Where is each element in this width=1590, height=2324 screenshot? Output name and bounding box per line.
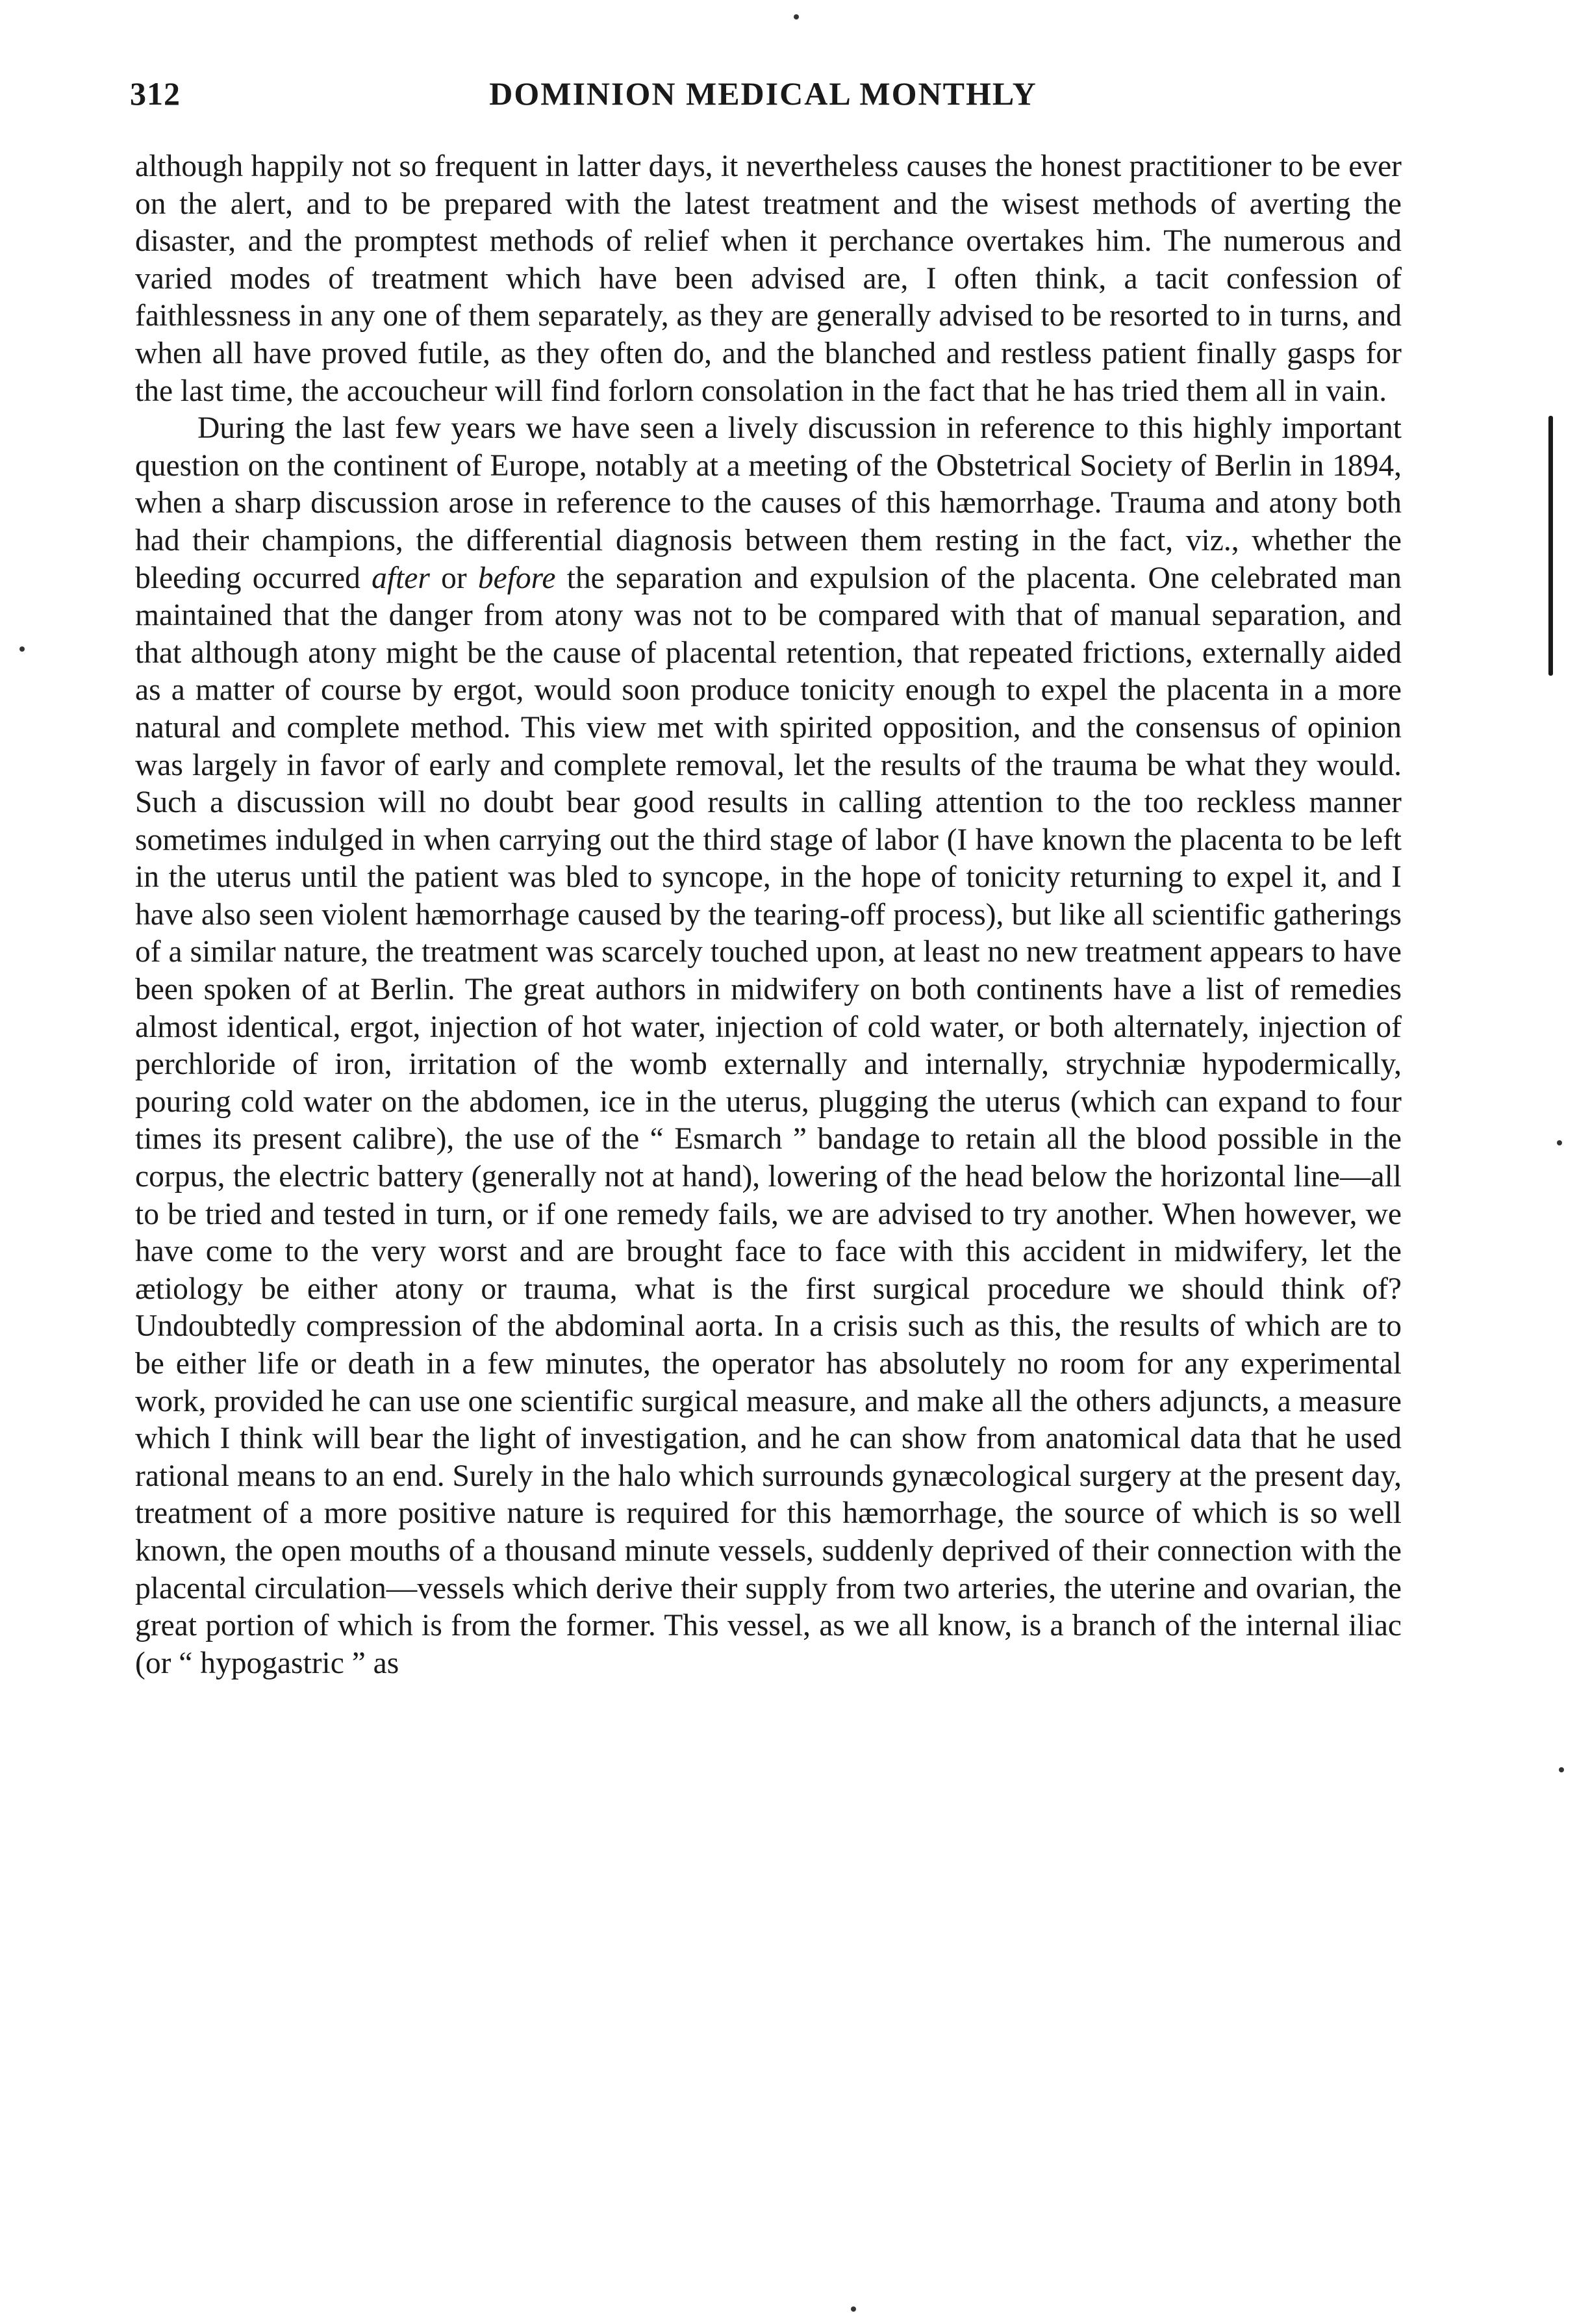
paragraph-1: although happily not so frequent in latter days, it nevertheless causes the honest practitioner to be ever on the alert, and to be prepared with the latest treatment and the wisest methods of averting the disaster, and the promptest methods of relief when it perchance overtakes him. The numerous and varied modes of treatment which have been advised are, I often think, a tacit confession of faithlessness in any one of them separately, as they are generally advised to be resorted to in turns, and when all have proved futile, as they often do, and the blanched and restless patient finally gasps for the last time, the accoucheur will find forlorn consolation in the fact that he has tried them all in vain.	[135, 149, 1402, 408]
left-margin-speck	[19, 646, 25, 652]
emphasis-after: after	[372, 561, 430, 595]
page-header	[130, 75, 1396, 120]
emphasis-before: before	[477, 561, 556, 595]
paragraph-2-text-or: or	[429, 561, 478, 595]
paragraph-2-text-end: the separation and expulsion of the placenta. One celebrated man maintained that the danger from atony was not to be compared with that of manual separation, and that although atony might be the cause of placental retention, that repeated frictions, externally aided as a matter of course by ergot, would soon produce tonicity enough to expel the placenta in a more natural and complete method. This view met with spirited opposition, and the consensus of opinion was largely in favor of early and complete removal, let the results of the trauma be what they would. Such a discussion will no doubt bear good results in calling attention to the too reckless manner sometimes indulged in when carrying out the third stage of labor (I have known the placenta to be left in the uterus until the patient was bled to syncope, in the hope of tonicity returning to expel it, and I have also seen violent hæmorrhage caused by the tearing-off process), but like all scientific gatherings of a similar nature, the treatment was scarcely touched upon, at least no new treatment appears to have been spoken of at Berlin. The great authors in midwifery on both continents have a list of remedies almost identical, ergot, injection of hot water, injection of cold water, or both alternately, injection of perchloride of iron, irritation of the womb externally and internally, strychniæ hypodermically, pouring cold water on the abdomen, ice in the uterus, plugging the uterus (which can expand to four times its present calibre), the use of the “ Esmarch ” bandage to retain all the blood possible in the corpus, the electric battery (generally not at hand), lowering of the head below the horizontal line—all to be tried and tested in turn, or if one remedy fails, we are advised to try another. When however, we have come to the very worst and are brought face to face with this accident in midwifery, let the ætiology be either atony or trauma, what is the first surgical procedure we should think of? Undoubtedly compression of the abdominal aorta. In a crisis such as this, the results of which are to be either life or death in a few minutes, the operator has absolutely no room for any experimental work, provided he can use one scientific surgical measure, and make all the others adjuncts, a measure which I think will bear the light of investigation, and he can show from anatomical data that he used rational means to an end. Surely in the halo which surrounds gynæcological surgery at the present day, treatment of a more positive nature is required for this hæmorrhage, the source of which is so well known, the open mouths of a thousand minute vessels, suddenly deprived of their connection with the placental circulation—vessels which derive their supply from two arteries, the uterine and ovarian, the great portion of which is from the former. This vessel, as we all know, is a branch of the internal iliac (or “ hypogastric ” as	[135, 561, 1402, 1680]
article-body	[135, 148, 1402, 1682]
margin-bar-mark	[1548, 416, 1553, 676]
paragraph-2	[135, 410, 1402, 1682]
right-margin-speck	[1559, 1767, 1564, 1772]
bottom-speck	[851, 2306, 856, 2312]
paragraph-2-text-start: During the last few years we have seen a lively discussion in reference to this highly important question on the continent of Europe, notably at a meeting of the Obstetrical Society of Berlin in 1894, when a sharp discussion arose in reference to the causes of this hæmorrhage. Trauma and atony both had their champions, the differential diagnosis between them resting in the fact, viz., whether the bleeding occurred	[135, 411, 1402, 595]
running-title: DOMINION MEDICAL MONTHLY	[489, 75, 1037, 112]
right-margin-speck	[1557, 1140, 1562, 1145]
page-number: 312	[130, 75, 181, 112]
top-speck	[794, 14, 799, 19]
